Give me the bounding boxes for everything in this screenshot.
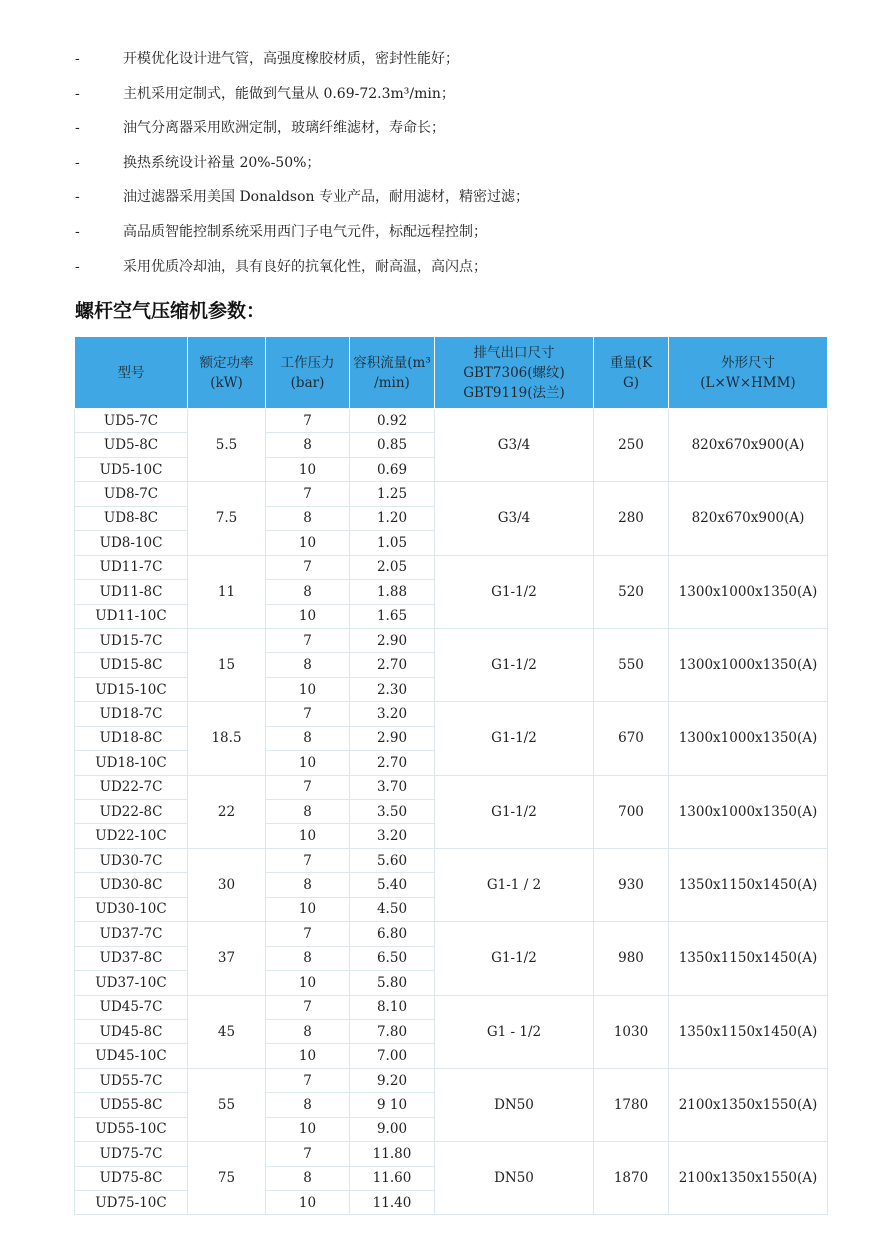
pressure-cell: 8 (266, 946, 350, 970)
pressure-cell: 8 (266, 1093, 350, 1117)
flow-cell: 9 10 (350, 1093, 435, 1117)
pressure-cell: 10 (266, 971, 350, 995)
col-header-model: 型号 (75, 337, 188, 409)
outlet-cell: G1-1/2 (435, 555, 594, 628)
table-row (75, 1068, 828, 1092)
flow-cell: 5.80 (350, 971, 435, 995)
feature-text: 主机采用定制式，能做到气量从 0.69-72.3m³/min； (123, 85, 455, 102)
dimensions-cell: 1300x1000x1350(A) (669, 702, 828, 775)
table-row (75, 995, 828, 1019)
pressure-cell: 10 (266, 531, 350, 555)
table-header-row (75, 337, 828, 409)
table-row (75, 482, 828, 506)
dimensions-cell: 820x670x900(A) (669, 482, 828, 555)
flow-cell: 2.05 (350, 555, 435, 579)
pressure-cell: 10 (266, 824, 350, 848)
power-cell: 18.5 (188, 702, 266, 775)
feature-item (75, 146, 855, 181)
pressure-cell: 7 (266, 922, 350, 946)
model-cell: UD5-10C (75, 457, 188, 481)
pressure-cell: 8 (266, 800, 350, 824)
pressure-cell: 10 (266, 1117, 350, 1141)
dimensions-cell: 820x670x900(A) (669, 409, 828, 482)
power-cell: 11 (188, 555, 266, 628)
dimensions-cell: 1300x1000x1350(A) (669, 555, 828, 628)
model-cell: UD11-10C (75, 604, 188, 628)
weight-cell: 550 (594, 628, 669, 701)
bullet-marker: - (75, 189, 80, 206)
outlet-cell: G3/4 (435, 482, 594, 555)
power-cell: 22 (188, 775, 266, 848)
feature-item (75, 215, 855, 250)
flow-cell: 2.70 (350, 751, 435, 775)
col-header-flow: 容积流量(m³ /min) (350, 337, 435, 409)
model-cell: UD45-7C (75, 995, 188, 1019)
power-cell: 55 (188, 1068, 266, 1141)
power-cell: 37 (188, 922, 266, 995)
flow-cell: 8.10 (350, 995, 435, 1019)
pressure-cell: 10 (266, 1044, 350, 1068)
flow-cell: 11.80 (350, 1142, 435, 1166)
col-header-power: 额定功率 (kW) (188, 337, 266, 409)
feature-item (75, 180, 855, 215)
weight-cell: 670 (594, 702, 669, 775)
flow-cell: 2.70 (350, 653, 435, 677)
flow-cell: 11.60 (350, 1166, 435, 1190)
pressure-cell: 8 (266, 1019, 350, 1043)
outlet-cell: DN50 (435, 1142, 594, 1215)
model-cell: UD18-10C (75, 751, 188, 775)
pressure-cell: 7 (266, 1068, 350, 1092)
model-cell: UD37-7C (75, 922, 188, 946)
power-cell: 7.5 (188, 482, 266, 555)
flow-cell: 1.20 (350, 506, 435, 530)
dimensions-cell: 2100x1350x1550(A) (669, 1068, 828, 1141)
feature-text: 换热系统设计裕量 20%-50%； (123, 154, 321, 171)
model-cell: UD22-8C (75, 800, 188, 824)
weight-cell: 1870 (594, 1142, 669, 1215)
pressure-cell: 8 (266, 1166, 350, 1190)
model-cell: UD37-10C (75, 971, 188, 995)
outlet-cell: DN50 (435, 1068, 594, 1141)
outlet-cell: G1 - 1/2 (435, 995, 594, 1068)
pressure-cell: 7 (266, 848, 350, 872)
outlet-cell: G3/4 (435, 409, 594, 482)
flow-cell: 3.20 (350, 702, 435, 726)
outlet-cell: G1-1/2 (435, 702, 594, 775)
weight-cell: 980 (594, 922, 669, 995)
flow-cell: 5.40 (350, 873, 435, 897)
flow-cell: 1.05 (350, 531, 435, 555)
pressure-cell: 7 (266, 1142, 350, 1166)
weight-cell: 1030 (594, 995, 669, 1068)
flow-cell: 6.80 (350, 922, 435, 946)
pressure-cell: 10 (266, 897, 350, 921)
bullet-marker: - (75, 85, 80, 102)
col-header-outlet: 排气出口尺寸 GBT7306(螺纹) GBT9119(法兰) (435, 337, 594, 409)
feature-text: 采用优质冷却油，具有良好的抗氧化性，耐高温，高闪点； (123, 258, 487, 275)
pressure-cell: 7 (266, 628, 350, 652)
flow-cell: 6.50 (350, 946, 435, 970)
feature-item (75, 42, 855, 77)
flow-cell: 2.90 (350, 726, 435, 750)
model-cell: UD11-8C (75, 580, 188, 604)
model-cell: UD15-8C (75, 653, 188, 677)
model-cell: UD5-8C (75, 433, 188, 457)
pressure-cell: 10 (266, 677, 350, 701)
model-cell: UD18-7C (75, 702, 188, 726)
pressure-cell: 8 (266, 433, 350, 457)
flow-cell: 7.00 (350, 1044, 435, 1068)
table-row (75, 848, 828, 872)
table-row (75, 555, 828, 579)
feature-text: 油气分离器采用欧洲定制，玻璃纤维滤材，寿命长； (123, 120, 445, 137)
model-cell: UD15-10C (75, 677, 188, 701)
flow-cell: 9.00 (350, 1117, 435, 1141)
pressure-cell: 10 (266, 457, 350, 481)
model-cell: UD11-7C (75, 555, 188, 579)
section-title: 螺杆空气压缩机参数： (75, 300, 266, 322)
flow-cell: 9.20 (350, 1068, 435, 1092)
pressure-cell: 7 (266, 775, 350, 799)
pressure-cell: 10 (266, 604, 350, 628)
flow-cell: 2.90 (350, 628, 435, 652)
pressure-cell: 7 (266, 555, 350, 579)
outlet-cell: G1-1/2 (435, 628, 594, 701)
pressure-cell: 8 (266, 580, 350, 604)
outlet-cell: G1-1/2 (435, 775, 594, 848)
pressure-cell: 7 (266, 482, 350, 506)
dimensions-cell: 1300x1000x1350(A) (669, 628, 828, 701)
flow-cell: 11.40 (350, 1191, 435, 1215)
flow-cell: 1.88 (350, 580, 435, 604)
weight-cell: 520 (594, 555, 669, 628)
feature-item (75, 77, 855, 112)
dimensions-cell: 1350x1150x1450(A) (669, 995, 828, 1068)
bullet-marker: - (75, 120, 80, 137)
flow-cell: 3.50 (350, 800, 435, 824)
model-cell: UD37-8C (75, 946, 188, 970)
model-cell: UD15-7C (75, 628, 188, 652)
dimensions-cell: 2100x1350x1550(A) (669, 1142, 828, 1215)
model-cell: UD55-7C (75, 1068, 188, 1092)
pressure-cell: 8 (266, 653, 350, 677)
model-cell: UD55-8C (75, 1093, 188, 1117)
table-row (75, 1142, 828, 1166)
model-cell: UD18-8C (75, 726, 188, 750)
model-cell: UD75-8C (75, 1166, 188, 1190)
pressure-cell: 10 (266, 1191, 350, 1215)
col-header-dimensions: 外形尺寸 (L×W×HMM) (669, 337, 828, 409)
model-cell: UD30-8C (75, 873, 188, 897)
pressure-cell: 10 (266, 751, 350, 775)
model-cell: UD22-10C (75, 824, 188, 848)
pressure-cell: 8 (266, 726, 350, 750)
flow-cell: 4.50 (350, 897, 435, 921)
weight-cell: 250 (594, 409, 669, 482)
pressure-cell: 8 (266, 506, 350, 530)
feature-text: 高品质智能控制系统采用西门子电气元件，标配远程控制； (123, 223, 487, 240)
feature-text: 开模优化设计进气管，高强度橡胶材质，密封性能好； (123, 51, 459, 67)
flow-cell: 3.20 (350, 824, 435, 848)
bullet-marker: - (75, 258, 80, 275)
pressure-cell: 7 (266, 409, 350, 433)
table-row (75, 922, 828, 946)
model-cell: UD8-10C (75, 531, 188, 555)
weight-cell: 700 (594, 775, 669, 848)
model-cell: UD8-7C (75, 482, 188, 506)
spec-table (74, 336, 828, 1215)
power-cell: 30 (188, 848, 266, 921)
model-cell: UD45-8C (75, 1019, 188, 1043)
model-cell: UD75-7C (75, 1142, 188, 1166)
feature-text: 油过滤器采用美国 Donaldson 专业产品，耐用滤材，精密过滤； (123, 189, 529, 206)
pressure-cell: 8 (266, 873, 350, 897)
bullet-marker: - (75, 223, 80, 240)
model-cell: UD75-10C (75, 1191, 188, 1215)
weight-cell: 930 (594, 848, 669, 921)
table-row (75, 775, 828, 799)
weight-cell: 1780 (594, 1068, 669, 1141)
flow-cell: 1.25 (350, 482, 435, 506)
flow-cell: 1.65 (350, 604, 435, 628)
power-cell: 15 (188, 628, 266, 701)
power-cell: 45 (188, 995, 266, 1068)
power-cell: 75 (188, 1142, 266, 1215)
table-row (75, 409, 828, 433)
flow-cell: 2.30 (350, 677, 435, 701)
col-header-pressure: 工作压力 (bar) (266, 337, 350, 409)
flow-cell: 0.85 (350, 433, 435, 457)
model-cell: UD30-7C (75, 848, 188, 872)
flow-cell: 0.92 (350, 409, 435, 433)
power-cell: 5.5 (188, 409, 266, 482)
model-cell: UD5-7C (75, 409, 188, 433)
dimensions-cell: 1350x1150x1450(A) (669, 922, 828, 995)
table-row (75, 628, 828, 652)
col-header-weight: 重量(K G) (594, 337, 669, 409)
feature-item (75, 111, 855, 146)
bullet-marker: - (75, 51, 80, 67)
model-cell: UD8-8C (75, 506, 188, 530)
pressure-cell: 7 (266, 702, 350, 726)
feature-list (75, 42, 855, 284)
outlet-cell: G1-1 / 2 (435, 848, 594, 921)
dimensions-cell: 1350x1150x1450(A) (669, 848, 828, 921)
model-cell: UD45-10C (75, 1044, 188, 1068)
dimensions-cell: 1300x1000x1350(A) (669, 775, 828, 848)
model-cell: UD55-10C (75, 1117, 188, 1141)
bullet-marker: - (75, 154, 80, 171)
pressure-cell: 7 (266, 995, 350, 1019)
weight-cell: 280 (594, 482, 669, 555)
model-cell: UD30-10C (75, 897, 188, 921)
model-cell: UD22-7C (75, 775, 188, 799)
table-row (75, 702, 828, 726)
outlet-cell: G1-1/2 (435, 922, 594, 995)
flow-cell: 0.69 (350, 457, 435, 481)
feature-item (75, 250, 855, 285)
flow-cell: 7.80 (350, 1019, 435, 1043)
flow-cell: 5.60 (350, 848, 435, 872)
flow-cell: 3.70 (350, 775, 435, 799)
